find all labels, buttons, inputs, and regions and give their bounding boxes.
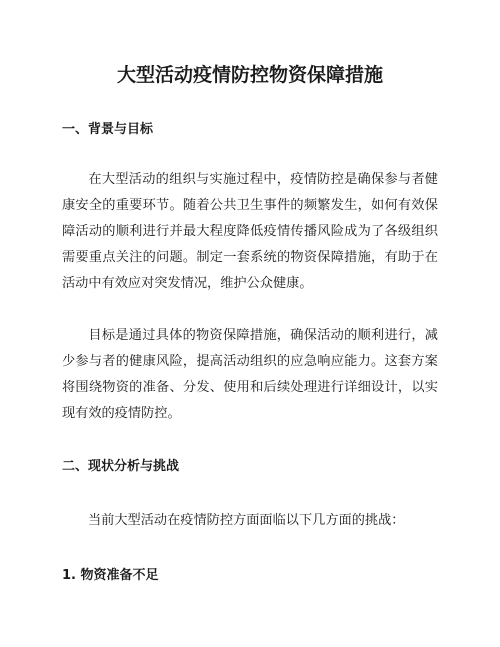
paragraph-goals: 目标是通过具体的物资保障措施，确保活动的顺利进行，减少参与者的健康风险，提高活动组织的应急响应能力。这套方案将围绕物资的准备、分发、使用和后续处理进行详细设计，以实现有效的疫情防控。 (62, 328, 438, 421)
list-item-material-shortage: 1. 物资准备不足 (62, 568, 159, 583)
document-title: 大型活动疫情防控物资保障措施 (116, 64, 383, 86)
paragraph-background: 在大型活动的组织与实施过程中，疫情防控是确保参与者健康安全的重要环节。随着公共卫生事件的频繁发生，如何有效保障活动的顺利进行并最大程度降低疫情传播风险成为了各级组织需要重点关注的问题。制定一套系统的物资保障措施，有助于在活动中有效应对突发情况，维护公众健康。 (62, 172, 438, 291)
section-heading-analysis-challenges: 二、现状分析与挑战 (62, 459, 180, 474)
section-heading-background-goals: 一、背景与目标 (62, 122, 154, 137)
paragraph-challenges-intro: 当前大型活动在疫情防控方面面临以下几方面的挑战： (88, 513, 405, 528)
